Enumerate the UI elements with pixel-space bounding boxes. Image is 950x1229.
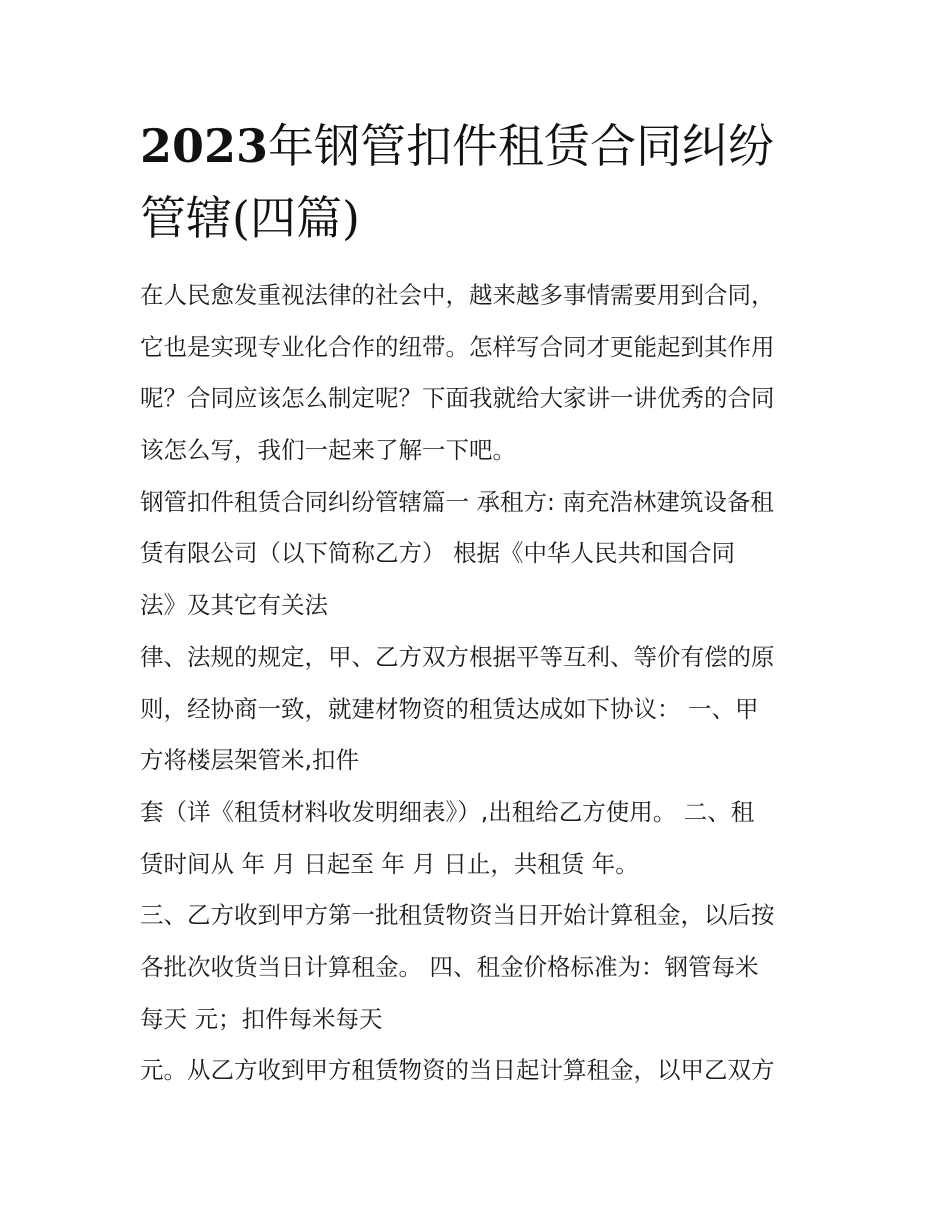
body-line: 赁有限公司（以下简称乙方） 根据《中华人民共和国合同 — [140, 539, 735, 568]
body-line: 呢？合同应该怎么制定呢？下面我就给大家讲一讲优秀的合同 — [140, 384, 775, 413]
body-line: 方将楼层架管米,扣件 — [140, 746, 359, 775]
title-year: 2023 — [140, 119, 269, 173]
body-line: 律、法规的规定，甲、乙方双方根据平等互利、等价有偿的原 — [140, 642, 775, 671]
body-line: 在人民愈发重视法律的社会中，越来越多事情需要用到合同， — [140, 281, 775, 309]
document-body — [140, 270, 820, 1097]
body-line: 它也是实现专业化合作的纽带。怎样写合同才更能起到其作用 — [140, 332, 775, 361]
body-line: 则，经协商一致，就建材物资的租赁达成如下协议： 一、甲 — [140, 694, 759, 723]
body-line: 元。从乙方收到甲方租赁物资的当日起计算租金，以甲乙双方 — [140, 1056, 775, 1085]
body-line: 各批次收货当日计算租金。 四、租金价格标准为：钢管每米 — [140, 952, 759, 981]
body-line: 钢管扣件租赁合同纠纷管辖篇一 承租方: 南充浩林建筑设备租 — [140, 487, 774, 516]
body-line: 每天 元；扣件每米每天 — [140, 1004, 383, 1033]
title-line1-text: 年钢管扣件租赁合同纠纷 — [268, 119, 775, 173]
body-line: 赁时间从 年 月 日起至 年 月 日止，共租赁 年。 — [140, 849, 639, 878]
body-line: 法》及其它有关法 — [140, 591, 328, 620]
body-line: 该怎么写，我们一起来了解一下吧。 — [140, 436, 516, 465]
body-line: 三、乙方收到甲方第一批租赁物资当日开始计算租金，以后按 — [140, 901, 775, 930]
title-line2-text: 管辖(四篇) — [140, 191, 360, 245]
document-title — [140, 110, 820, 254]
body-line: 套（详《租赁材料收发明细表》）,出租给乙方使用。 二、租 — [140, 797, 755, 826]
